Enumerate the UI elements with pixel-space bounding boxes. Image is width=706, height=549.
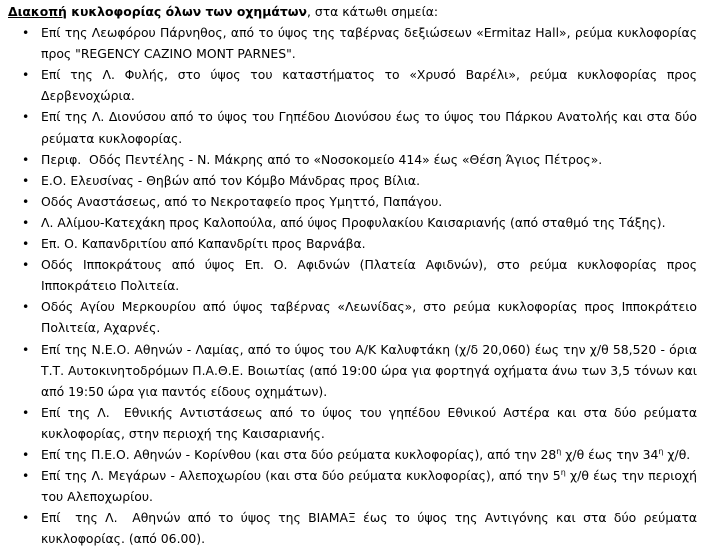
traffic-closure-list (8, 22, 697, 549)
bullet-text: χ/θ. (663, 446, 691, 462)
list-item (41, 106, 697, 148)
bullet-text: Οδός Αναστάσεως, από το Νεκροταφείο προς Υμηττό, Παπάγου. (41, 193, 443, 209)
bullet-text: χ/θ έως την περιοχή του Αλεποχωρίου. (41, 468, 697, 505)
list-item (41, 64, 697, 106)
list-item (41, 465, 697, 507)
bullet-text: Επ. Ο. Καπανδριτίου από Καπανδρίτι προς Βαρνάβα. (41, 236, 366, 252)
ordinal-superscript: η (658, 446, 664, 456)
list-item (41, 402, 697, 444)
list-item (41, 191, 697, 212)
bullet-text: Οδός Ιπποκράτους από ύψος Επ. Ο. Αφιδνών (Πλατεία Αφιδνών), στο ρεύμα κυκλοφορίας προς Ιπποκράτειο Πολιτεία. (41, 257, 697, 294)
bullet-text: Επί της Λ. Εθνικής Αντιστάσεως από το ύψος του γηπέδου Εθνικού Αστέρα και στα δύο ρεύματα κυκλοφορίας, στην περιοχή της Καισαριανής. (41, 404, 697, 441)
list-item (41, 149, 697, 170)
bullet-text: Λ. Αλίμου-Κατεχάκη προς Καλοπούλα, από ύψος Προφυλακίου Καισαριανής (από σταθμό της Τάξης). (41, 214, 666, 230)
page-title (8, 1, 697, 22)
bullet-text: Οδός Αγίου Μερκουρίου από ύψος ταβέρνας «Λεωνίδας», στο ρεύμα κυκλοφορίας προς Ιπποκράτειο Πολιτεία, Αχαρνές. (41, 299, 697, 336)
list-item (41, 22, 697, 64)
list-item (41, 339, 697, 402)
bullet-text: χ/θ έως την 34 (561, 446, 659, 462)
heading-underlined-text: Διακοπή (8, 4, 67, 19)
bullet-text: Επί της Π.Ε.Ο. Αθηνών - Κορίνθου (και στα δύο ρεύματα κυκλοφορίας), από την 28 (41, 446, 557, 462)
bullet-text: Επί της Λ. Αθηνών από το ύψος της ΒΙΑΜΑΞ έως το ύψος της Αντιγόνης και στα δύο ρεύματα κυκλοφορίας. (από 06.00). (41, 510, 697, 547)
heading-bold-text: κυκλοφορίας όλων των οχημάτων (66, 4, 307, 19)
bullet-text: Ε.Ο. Ελευσίνας - Θηβών από τον Κόμβο Μάνδρας προς Βίλια. (41, 172, 421, 188)
list-item (41, 254, 697, 296)
bullet-text: Περιφ. Οδός Πεντέλης - Ν. Μάκρης από το «Νοσοκομείο 414» έως «Θέση Άγιος Πέτρος». (41, 151, 603, 167)
list-item (41, 212, 697, 233)
list-item (41, 296, 697, 338)
list-item (41, 170, 697, 191)
ordinal-superscript: η (556, 446, 562, 456)
bullet-text: Επί της Λεωφόρου Πάρνηθος, από το ύψος της ταβέρνας δεξιώσεων «Ermitaz Hall», ρεύμα κυκλοφορίας προς "REGENCY CAZINO MONT PARNES". (41, 25, 697, 62)
bullet-text: Επί της Λ. Φυλής, στο ύψος του καταστήματος το «Χρυσό Βαρέλι», ρεύμα κυκλοφορίας προς Δερβενοχώρια. (41, 67, 697, 104)
bullet-text: Επί της Λ. Διονύσου από το ύψος του Γηπέδου Διονύσου έως το ύψος του Πάρκου Ανατολής και στα δύο ρεύματα κυκλοφορίας. (41, 109, 697, 146)
ordinal-superscript: η (560, 467, 566, 477)
list-item (41, 507, 697, 549)
bullet-text: Επί της Ν.Ε.Ο. Αθηνών - Λαμίας, από το ύψος του Α/Κ Καλυφτάκη (χ/δ 20,060) έως την χ/θ 58,520 - όρια Τ.Τ. Αυτοκινητοδρόμων Π.Α.Θ.Ε. Βοιωτίας (από 19:00 ώρα για φορτηγά οχήματα άνω των 3,5 τόνων και από 19:50 ώρα για παντός είδους οχημάτων). (41, 341, 697, 399)
list-item (41, 444, 697, 465)
heading-normal-text: , στα κάτωθι σημεία: (306, 4, 439, 19)
bullet-text: Επί της Λ. Μεγάρων - Αλεποχωρίου (και στα δύο ρεύματα κυκλοφορίας), από την 5 (41, 468, 561, 484)
list-item (41, 233, 697, 254)
